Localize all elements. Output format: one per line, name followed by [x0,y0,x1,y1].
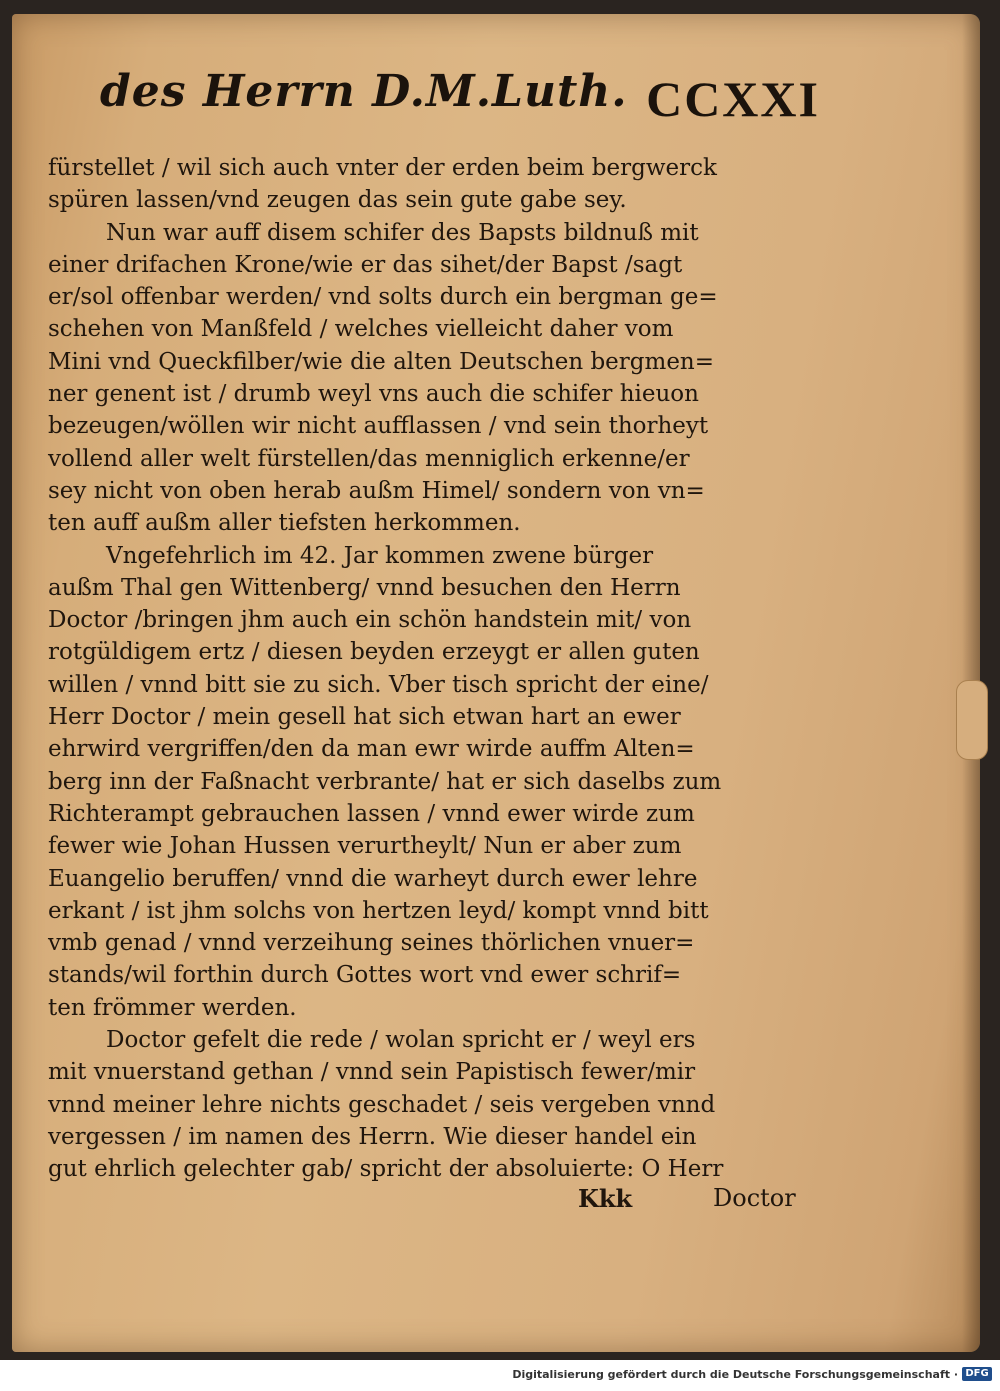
text-line: ten auff außm aller tiefsten herkommen. [48,510,521,537]
running-title: des Herrn D.M.Luth. [100,66,628,117]
signature-mark: Kkk [578,1184,633,1213]
dfg-logo: DFG [962,1367,992,1381]
page-tab [956,680,988,760]
text-line: willen / vnnd bitt sie zu sich. Vber tisch spricht der eine/ [48,671,709,698]
text-line: vollend aller welt fürstellen/das menniglich erkenne/er [48,445,690,472]
digitization-footer [0,1360,1000,1391]
text-line: schehen von Manßfeld / welches vielleicht daher vom [48,316,674,343]
text-line: mit vnuerstand gethan / vnnd sein Papistisch fewer/mir [48,1059,696,1086]
catchword: Doctor [713,1184,796,1212]
funding-credit: Digitalisierung gefördert durch die Deutsche Forschungsgemeinschaft · [512,1368,958,1381]
text-line: vnnd meiner lehre nichts geschadet / seis vergeben vnnd [48,1091,716,1118]
text-line: sey nicht von oben herab außm Himel/ sondern von vn= [48,477,705,504]
text-line: außm Thal gen Wittenberg/ vnnd besuchen den Herrn [48,574,681,601]
page-header [100,66,820,152]
body-text [48,152,828,1186]
text-line: bezeugen/wöllen wir nicht aufflassen / vnd sein thorheyt [48,413,709,440]
text-line: Vngefehrlich im 42. Jar kommen zwene bürger [106,542,654,569]
text-line: spüren lassen/vnd zeugen das sein gute gabe sey. [48,187,627,214]
text-line: vergessen / im namen des Herrn. Wie dieser handel ein [48,1123,697,1150]
text-line: Mini vnd Queckfilber/wie die alten Deutschen bergmen= [48,348,715,375]
folio-number: CCXXI [646,71,820,127]
text-line: ten frömmer werden. [48,994,297,1021]
text-line: Richterampt gebrauchen lassen / vnnd ewer wirde zum [48,800,695,827]
text-line: berg inn der Faßnacht verbrante/ hat er sich daselbs zum [48,768,722,795]
text-line: erkant / ist jhm solchs von hertzen leyd/ kompt vnnd bitt [48,897,709,924]
catch-line [48,1184,828,1220]
text-line: einer drifachen Krone/wie er das sihet/der Bapst /sagt [48,251,683,278]
text-line: stands/wil forthin durch Gottes wort vnd ewer schrif= [48,962,682,989]
text-line: fürstellet / wil sich auch vnter der erden beim bergwerck [48,155,717,181]
text-line: Nun war auff disem schifer des Bapsts bildnuß mit [106,219,699,246]
text-line: vmb genad / vnnd verzeihung seines thörlichen vnuer= [48,930,695,957]
text-line: rotgüldigem ertz / diesen beyden erzeygt er allen guten [48,639,700,666]
book-page [12,14,980,1352]
text-line: ner genent ist / drumb weyl vns auch die schifer hieuon [48,381,699,408]
text-line: Herr Doctor / mein gesell hat sich etwan hart an ewer [48,704,681,731]
text-line: Doctor gefelt die rede / wolan spricht er / weyl ers [106,1027,696,1054]
text-line: ehrwird vergriffen/den da man ewr wirde auffm Alten= [48,736,695,763]
text-line: er/sol offenbar werden/ vnd solts durch ein bergman ge= [48,284,718,311]
text-line: fewer wie Johan Hussen verurtheylt/ Nun er aber zum [48,833,682,860]
text-line: Euangelio beruffen/ vnnd die warheyt durch ewer lehre [48,865,698,892]
text-line: gut ehrlich gelechter gab/ spricht der absoluierte: O Herr [48,1156,724,1183]
text-line: Doctor /bringen jhm auch ein schön handstein mit/ von [48,607,692,634]
